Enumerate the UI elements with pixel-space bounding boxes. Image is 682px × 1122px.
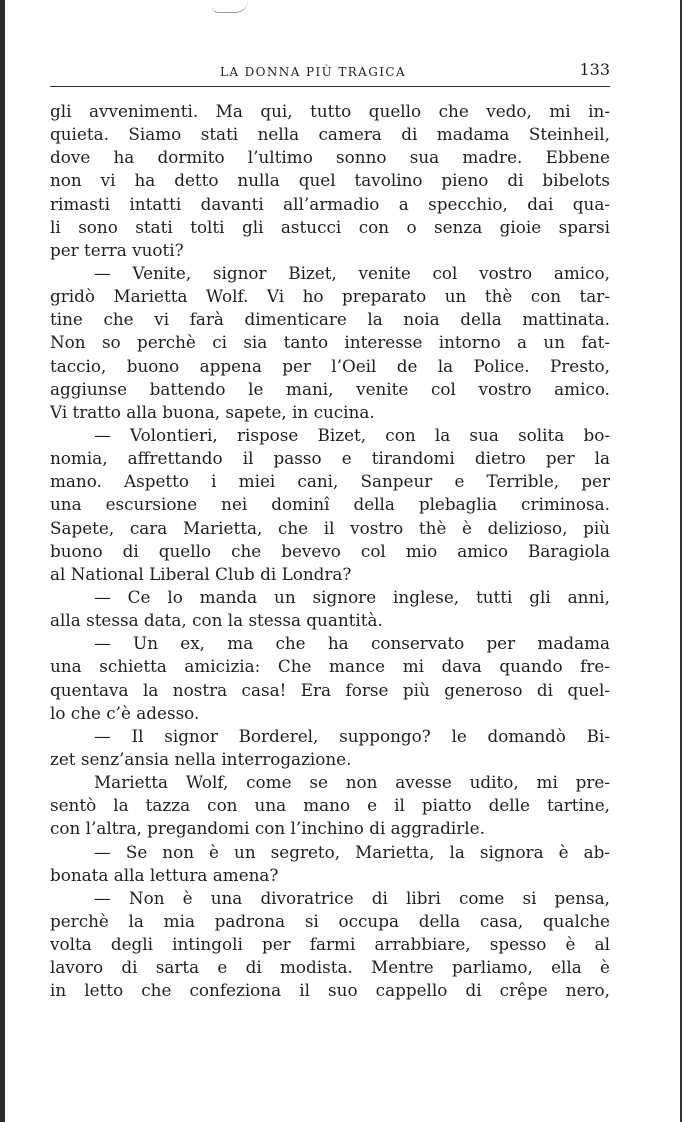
text-line: — Venite, signor Bizet, venite col vostro amico, <box>94 262 610 283</box>
text-line: con l’altra, pregandomi con l’inchino di aggradirle. <box>50 818 485 839</box>
text-line: non vi ha detto nulla quel tavolino pieno di bibelots <box>50 170 610 191</box>
text-line: — Se non è un segreto, Marietta, la signora è ab- <box>94 841 610 862</box>
text-line: quieta. Siamo stati nella camera di madama Steinheil, <box>50 124 610 145</box>
text-line: quentava la nostra casa! Era forse più generoso di quel- <box>50 679 610 700</box>
text-line: Non so perchè ci sia tanto interesse intorno a un fat- <box>50 332 610 353</box>
text-line: gridò Marietta Wolf. Vi ho preparato un thè con tar- <box>50 286 610 307</box>
text-line: volta degli intingoli per farmi arrabbiare, spesso è al <box>50 934 610 955</box>
text-line: taccio, buono appena per l’Oeil de la Police. Presto, <box>50 355 610 376</box>
text-line: al National Liberal Club di Londra? <box>50 563 352 584</box>
text-line: in letto che confeziona il suo cappello di crêpe nero, <box>50 980 610 1001</box>
text-line: gli avvenimenti. Ma qui, tutto quello che vedo, mi in- <box>50 101 610 121</box>
scan-left-edge <box>0 0 5 1122</box>
text-line: tine che vi farà dimenticare la noia della mattinata. <box>50 309 610 330</box>
text-line: lo che c’è adesso. <box>50 702 200 723</box>
page-header <box>50 60 610 84</box>
text-line: una escursione nei dominî della plebaglia criminosa. <box>50 494 610 515</box>
text-line: dove ha dormito l’ultimo sonno sua madre. Ebbene <box>50 147 610 168</box>
text-line: Marietta Wolf, come se non avesse udito, mi pre- <box>94 772 610 793</box>
page-number: 133 <box>579 60 610 79</box>
text-line: sentò la tazza con una mano e il piatto delle tartine, <box>50 795 610 816</box>
text-line: alla stessa data, con la stessa quantità. <box>50 610 383 631</box>
header-rule <box>50 86 610 87</box>
text-line: bonata alla lettura amena? <box>50 864 279 885</box>
text-line: per terra vuoti? <box>50 239 184 260</box>
text-line: rimasti intatti davanti all’armadio a specchio, dai qua- <box>50 193 610 214</box>
text-line: buono di quello che bevevo col mio amico Baragiola <box>50 540 610 561</box>
text-line: — Un ex, ma che ha conservato per madama <box>94 633 610 654</box>
text-line: — Ce lo manda un signore inglese, tutti gli anni, <box>94 586 610 607</box>
text-line: nomia, affrettando il passo e tirandomi dietro per la <box>50 448 610 469</box>
scan-ink-mark <box>212 0 248 13</box>
text-line: — Volontieri, rispose Bizet, con la sua solita bo- <box>94 424 610 445</box>
text-line: Sapete, cara Marietta, che il vostro thè è delizioso, più <box>50 517 610 538</box>
text-line: zet senz’ansia nella interrogazione. <box>50 748 352 769</box>
text-line: li sono stati tolti gli astucci con o senza gioie sparsi <box>50 216 610 237</box>
body-text <box>50 100 610 1002</box>
text-line: mano. Aspetto i miei cani, Sanpeur e Terrible, per <box>50 471 610 492</box>
text-line: Vi tratto alla buona, sapete, in cucina. <box>50 401 375 422</box>
running-title: LA DONNA PIÙ TRAGICA <box>220 65 407 79</box>
text-line: una schietta amicizia: Che mance mi dava quando fre- <box>50 656 610 677</box>
text-line: — Il signor Borderel, suppongo? le domandò Bi- <box>94 725 610 746</box>
text-line: lavoro di sarta e di modista. Mentre parliamo, ella è <box>50 957 610 978</box>
text-line: perchè la mia padrona si occupa della casa, qualche <box>50 910 610 931</box>
text-line: — Non è una divoratrice di libri come si pensa, <box>94 887 610 908</box>
text-line: aggiunse battendo le mani, venite col vostro amico. <box>50 378 610 399</box>
